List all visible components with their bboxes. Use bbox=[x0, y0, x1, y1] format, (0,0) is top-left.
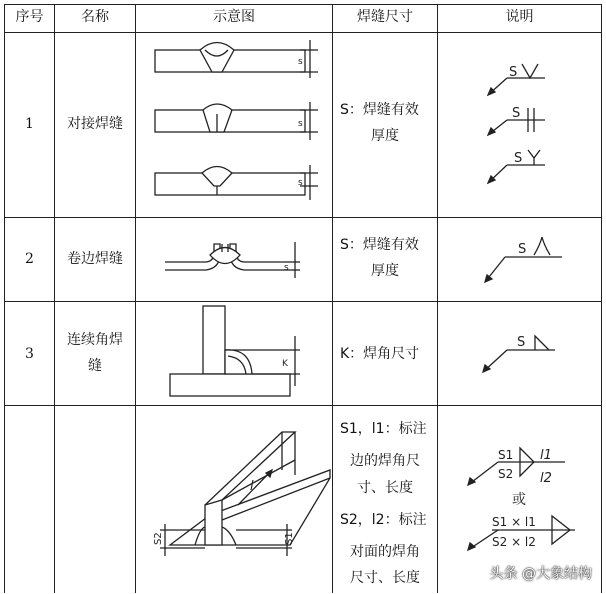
row4-size-line1: S1，l1：标注 bbox=[340, 421, 427, 437]
row3-index: 3 bbox=[25, 346, 34, 362]
row1-index: 1 bbox=[25, 116, 34, 132]
header-description: 说明 bbox=[505, 9, 534, 25]
header-name: 名称 bbox=[81, 9, 109, 25]
row4-size-line5: 对面的焊角 bbox=[350, 544, 420, 560]
row4-sym-l2: l2 bbox=[540, 471, 552, 486]
symbol-i-butt bbox=[488, 106, 545, 135]
row2-size-line1: S：焊缝有效 bbox=[340, 237, 419, 253]
row3-name-line2: 缝 bbox=[88, 358, 102, 374]
header-diagram: 示意图 bbox=[213, 9, 255, 25]
row1-fig1-label: s bbox=[298, 57, 303, 67]
symbol-v-butt bbox=[488, 64, 545, 95]
symbol-double-fillet-1 bbox=[468, 448, 565, 486]
row3-size-line1: K：焊角尺寸 bbox=[340, 346, 420, 362]
fillet-weld-diagram bbox=[170, 306, 300, 396]
row4-size-line2: 边的焊角尺 bbox=[350, 453, 420, 469]
row2-index: 2 bbox=[25, 251, 34, 267]
row1-name: 对接焊缝 bbox=[67, 116, 123, 132]
row1-symbol3-label: S bbox=[514, 151, 523, 166]
watermark: 头条 @大象结构 bbox=[489, 566, 592, 582]
row4-fig-s1-label: S1 bbox=[284, 532, 295, 545]
header-index: 序号 bbox=[15, 9, 44, 25]
row3-name-line1: 连续角焊 bbox=[67, 332, 123, 348]
row4-size-line6: 尺寸、长度 bbox=[350, 570, 420, 586]
row2-name: 卷边焊缝 bbox=[67, 251, 123, 267]
row4-size-line3: 寸、长度 bbox=[357, 480, 413, 496]
symbol-double-fillet-2 bbox=[468, 515, 575, 550]
double-fillet-iso-diagram bbox=[153, 432, 330, 556]
butt-weld-y-diagram bbox=[155, 165, 318, 200]
row1-fig3-label: s bbox=[298, 178, 303, 188]
row1-size-line2: 厚度 bbox=[371, 128, 399, 144]
row4-fig-length-label: l bbox=[250, 479, 254, 494]
row4-sym-s2: S2 bbox=[498, 467, 514, 481]
butt-weld-v-diagram bbox=[155, 40, 318, 78]
row1-fig2-label: s bbox=[298, 119, 303, 129]
row4-sym-s2-l2: S2 × l2 bbox=[492, 535, 536, 549]
row1-size-line1: S：焊缝有效 bbox=[340, 102, 419, 118]
symbol-flanged bbox=[485, 237, 562, 282]
symbol-fillet bbox=[483, 335, 555, 372]
row4-or-label: 或 bbox=[512, 492, 526, 508]
flanged-weld-diagram bbox=[165, 242, 300, 278]
row2-size-line2: 厚度 bbox=[371, 263, 399, 279]
row1-symbol2-label: S bbox=[512, 106, 521, 121]
row4-sym-s1: S1 bbox=[498, 448, 514, 462]
row4-size-line4: S2，l2：标注 bbox=[340, 512, 427, 528]
header-weld-size: 焊缝尺寸 bbox=[357, 9, 413, 25]
row2-fig-label: s bbox=[284, 263, 289, 273]
row1-symbol1-label: S bbox=[509, 65, 518, 80]
row4-sym-l1: l1 bbox=[540, 448, 552, 463]
butt-weld-i-diagram bbox=[155, 102, 318, 140]
row4-sym-s1-l1: S1 × l1 bbox=[492, 515, 536, 529]
row3-symbol-label: S bbox=[517, 335, 526, 350]
row3-fig-label: K bbox=[282, 359, 288, 369]
symbol-y-butt bbox=[488, 150, 545, 183]
row4-fig-s2-label: S2 bbox=[153, 532, 164, 545]
row2-symbol-label: S bbox=[518, 242, 527, 257]
